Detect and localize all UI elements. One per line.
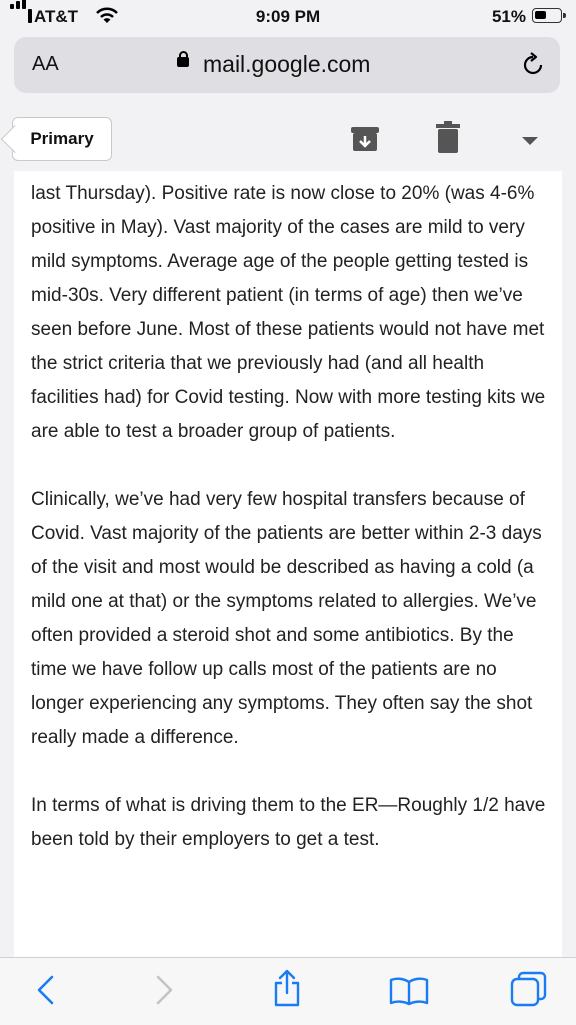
email-paragraph: Clinically, we’ve had very few hospital transfers because of Covid. Vast majority of the patients are better within 2-3 days of the visit and most would be described as having a cold (a mild one at that) or the symptoms related to allergies. We’ve often provided a steroid shot and some antibiotics. By the time we have follow up calls most of the patients are no longer experiencing any symptoms. They often say the shot really made a difference. bbox=[31, 489, 542, 748]
battery-icon bbox=[532, 8, 562, 23]
carrier-name: AT&T bbox=[34, 7, 79, 26]
archive-icon[interactable] bbox=[350, 125, 380, 153]
reload-icon[interactable] bbox=[520, 51, 546, 79]
email-paragraph: In terms of what is driving them to the ER—Roughly 1/2 have been told by their employers to get a test. bbox=[31, 795, 546, 850]
address-bar[interactable] bbox=[14, 37, 560, 93]
forward-icon[interactable] bbox=[152, 974, 176, 1006]
url-domain[interactable]: mail.google.com bbox=[203, 51, 371, 77]
back-button-label: Primary bbox=[30, 129, 94, 148]
back-icon[interactable] bbox=[34, 974, 58, 1006]
trash-icon[interactable] bbox=[436, 121, 460, 153]
status-bar bbox=[0, 0, 576, 34]
email-paragraph: last Thursday). Positive rate is now close to 20% (was 4-6% positive in May). Vast majority of the cases are mild to very mild symptoms. Average age of the people getting tested is mid-30s. Very different patient (in terms of age) then we’ve seen before June. Most of these patients would not have met the strict criteria that we previously had (and all health facilities had) for Covid testing. Now with more testing kits we are able to test a broader group of patients. bbox=[31, 183, 546, 442]
bookmarks-icon[interactable] bbox=[389, 976, 429, 1006]
clock: 9:09 PM bbox=[255, 7, 321, 26]
share-icon[interactable] bbox=[271, 968, 303, 1008]
tabs-icon[interactable] bbox=[510, 971, 548, 1009]
back-to-primary-button[interactable] bbox=[12, 117, 112, 161]
more-actions-dropdown-icon[interactable] bbox=[522, 137, 538, 145]
text-size-button[interactable]: AA bbox=[32, 53, 59, 75]
email-body bbox=[14, 171, 562, 957]
lock-icon bbox=[177, 57, 189, 67]
battery-percentage: 51% bbox=[491, 7, 526, 26]
browser-toolbar bbox=[0, 957, 576, 1025]
mail-header bbox=[0, 107, 576, 171]
